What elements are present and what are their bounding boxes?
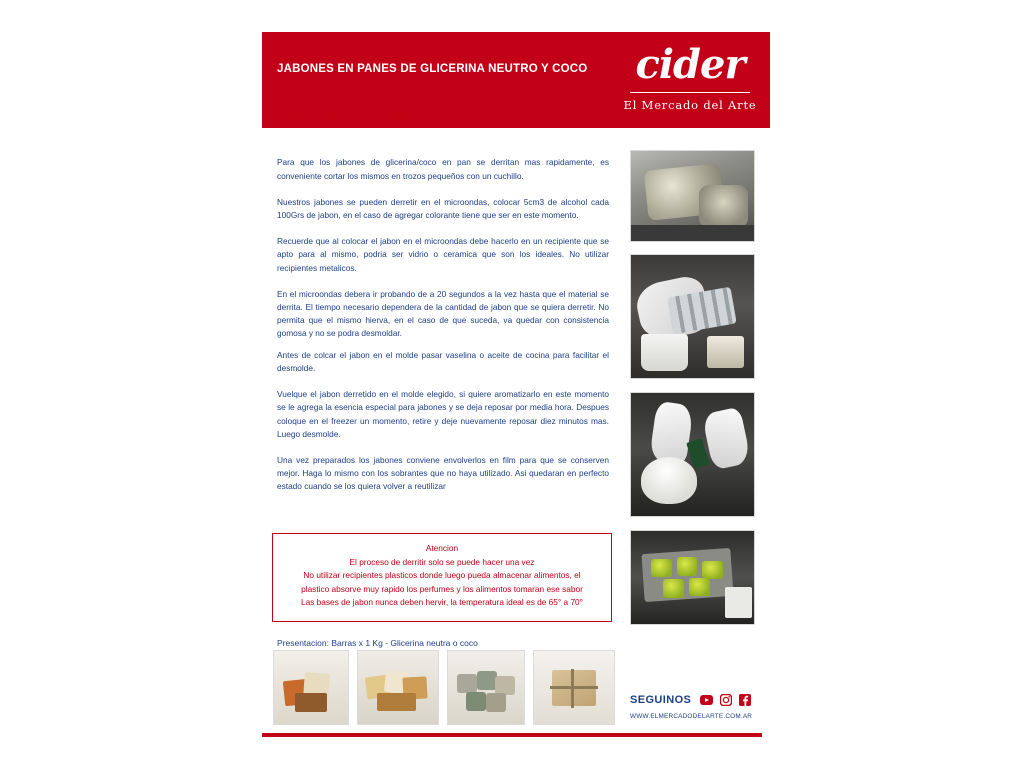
paragraph-7: Una vez preparados los jabones conviene envolverlos en film para que se conserven mejor. Haga lo mismo con los sobrantes que no haya utilizado. Asi quedaran en perfecto estado cuando se los quiera volver a reutilizar (277, 455, 609, 492)
paragraph-2: Nuestros jabones se pueden derretir en el microondas, colocar 5cm3 de alcohol cada 100Grs de jabon, en el caso de agregar colorante tiene que ser en este momento. (277, 196, 609, 220)
attention-line-3: plastico absorve muy rapido los perfumes y los alimentos tomaran ese sabor (301, 583, 583, 594)
paragraph-1: Para que los jabones de glicerina/coco en pan se derritan mas rapidamente, es conveniente cortar los mismos en trozos pequeños con un cuchillo. (277, 157, 609, 181)
header-title: JABONES EN PANES DE GLICERINA NEUTRO Y COCO (277, 63, 588, 75)
hands-with-mold-photo (630, 254, 755, 379)
website-url[interactable]: WWW.ELMERCADODELARTE.COM.AR (630, 713, 753, 720)
soap-bars-assorted-photo (357, 650, 439, 725)
attention-line-1: El proceso de derritir solo se puede hacer una vez (349, 556, 535, 567)
attention-box (272, 533, 612, 622)
attention-line-2: No utilizar recipientes plasticos donde luego pueda almacenar alimentos, el (303, 570, 581, 580)
soap-cubes-photo (447, 650, 525, 725)
seguinos-label: SEGUINOS (630, 694, 692, 706)
paragraph-6: Vuelque el jabon derretido en el molde elegido, si quiere aromatizarlo en este momento se le agrega la esencia especial para jabones y se deja reposar por media hora. Despues coloque en el freezer un momento, retire y deje nuevamente reposar diez minutos mas. Luego desmolde. (277, 389, 609, 439)
paragraph-3: Recuerde que al colocar el jabon en el microondas debe hacerlo en un recipiente que se apto para al mismo, podria ser vidrio o ceramica que son los ideales. No utilizar recipientes metalicos. (277, 236, 609, 273)
logo-divider (630, 92, 750, 93)
soap-bars-orange-photo (273, 650, 349, 725)
instructions-body (277, 148, 609, 507)
instagram-icon[interactable] (719, 693, 732, 706)
youtube-icon[interactable] (700, 693, 713, 706)
wrapped-soap-package-photo (533, 650, 615, 725)
microwave-trays-photo (630, 150, 755, 242)
presentation-label: Presentacion: Barras x 1 Kg - Glicerina neutra o coco (277, 638, 478, 648)
logo-tagline-wrap (620, 94, 760, 112)
logo-tagline: El Mercado del Arte (623, 98, 757, 112)
paragraph-4: En el microondas debera ir probando de a 20 segundos a la vez hasta que el material se derrita. El tiempo necesario dependera de la cantidad de jabon que se quiera derretir. No permita que el mismo hierva, en el caso de que suceda, va quedar con consistencia gomosa y no se podra desmoldar. (277, 288, 609, 339)
paragraph-5: Antes de colcar el jabon en el molde pasar vaselina o aceite de cocina para facilitar el desmolde. (277, 349, 609, 374)
attention-title: Atencion (425, 543, 459, 553)
green-soaps-mold-photo (630, 530, 755, 625)
social-links[interactable] (700, 693, 751, 706)
attention-line-4: Las bases de jabon nunca deben hervir, la temperatura ideal es de 65° a 70° (300, 597, 583, 607)
adding-essence-photo (630, 392, 755, 517)
facebook-icon[interactable] (738, 693, 751, 706)
instructions-heading: Instrucciones de uso (277, 107, 413, 122)
footer-accent-bar (262, 733, 762, 737)
brand-logo (620, 41, 760, 88)
logo-wordmark: cider (635, 41, 745, 88)
